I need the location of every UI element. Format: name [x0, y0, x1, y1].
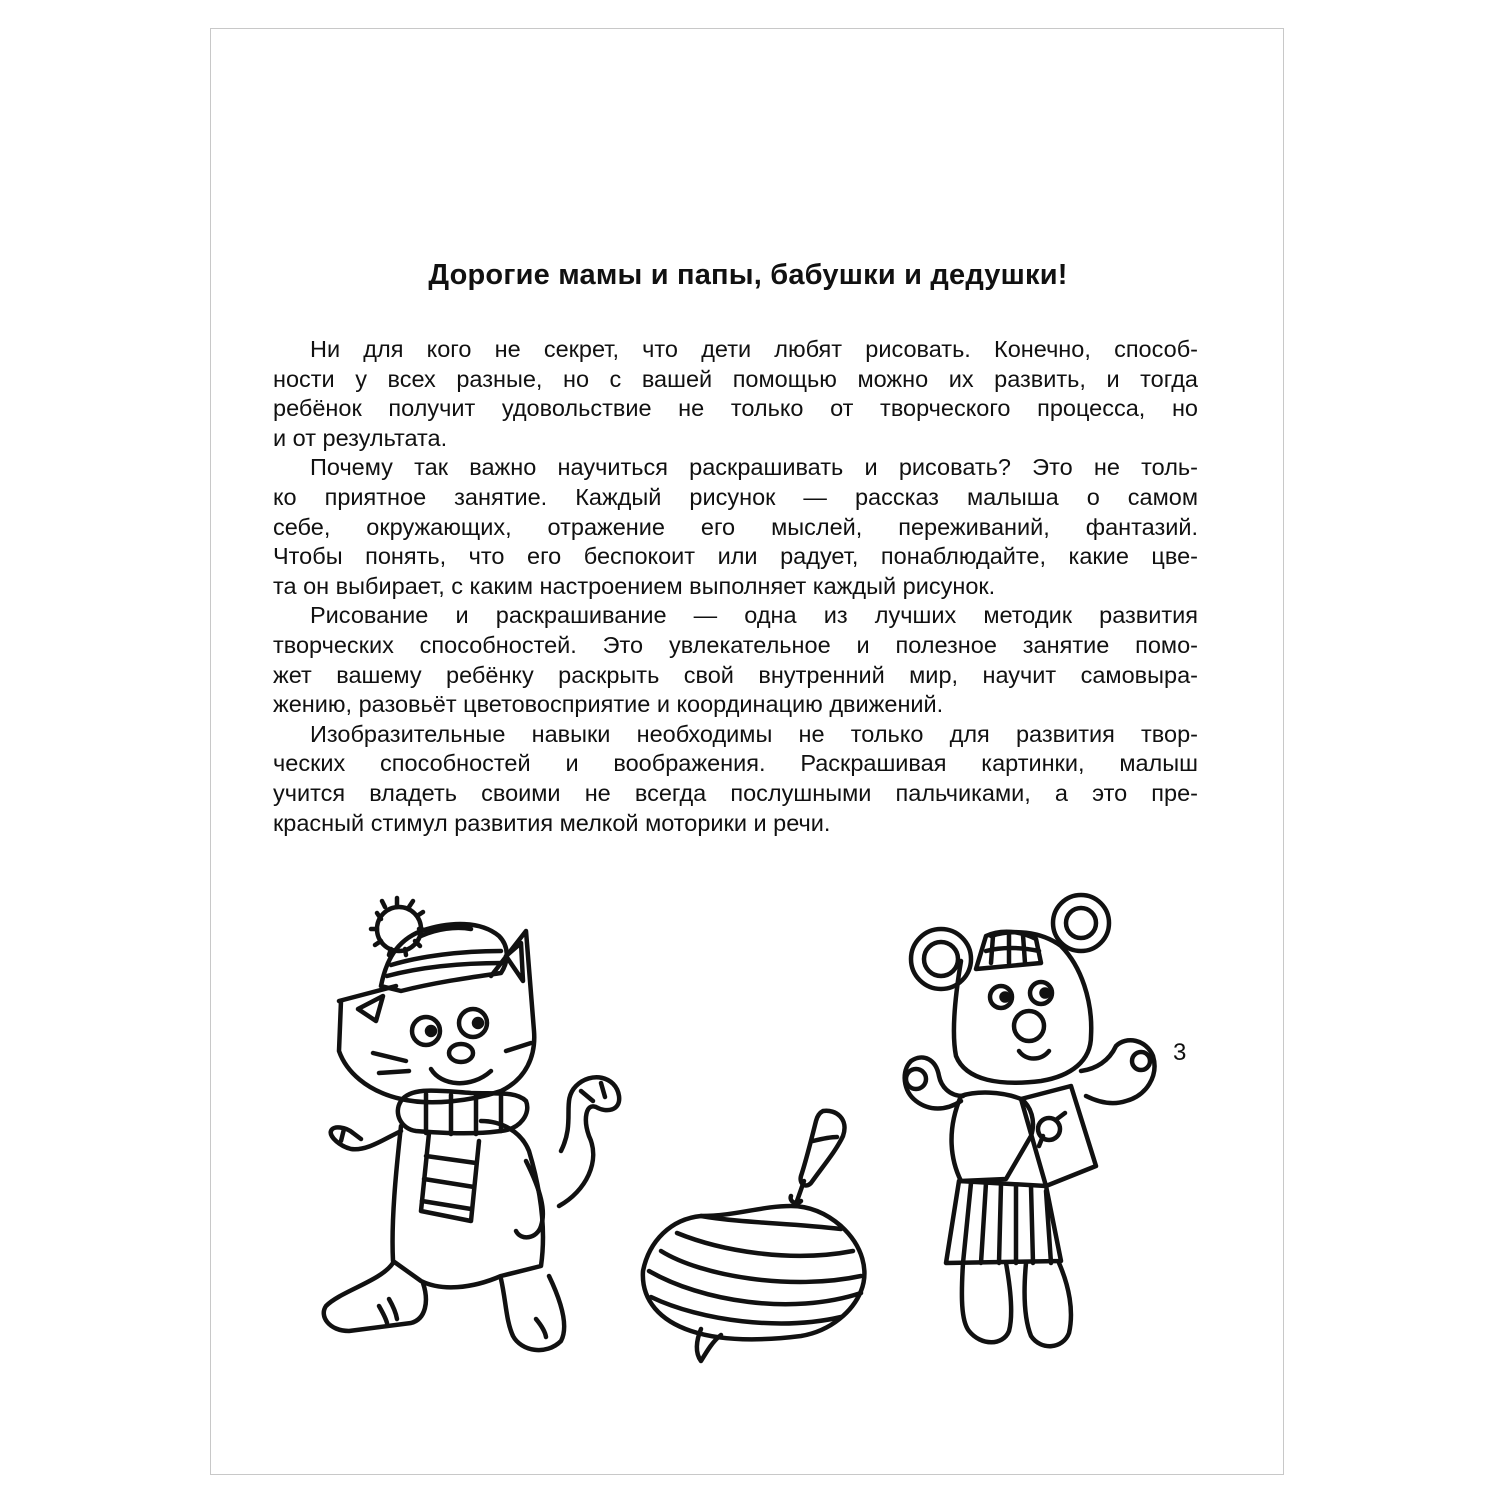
paragraph	[273, 601, 1198, 719]
cat-left-ear	[339, 986, 396, 1001]
bear-right-arm	[1081, 1040, 1154, 1103]
cat-hat-pompom	[377, 907, 421, 951]
cat-left-eye	[412, 1017, 440, 1045]
cat-hat	[381, 924, 507, 991]
text-line: ребёнок получит удовольствие не только от творческого процесса, но	[273, 395, 1198, 422]
text-line: себе, окружающих, отражение его мыслей, переживаний, фантазий.	[273, 513, 1198, 540]
bear-hair	[976, 932, 1041, 969]
text-line: жет вашему ребёнку раскрыть свой внутренний мир, научит самовыра-	[273, 661, 1198, 688]
text-line: и от результата.	[273, 424, 448, 451]
bear-illustration	[905, 895, 1155, 1346]
cat-scarf	[398, 1091, 527, 1134]
page-title: Дорогие мамы и папы, бабушки и дедушки!	[428, 259, 1068, 291]
bear-left-ear	[911, 929, 971, 989]
cat-right-boot	[501, 1276, 564, 1350]
top-handle	[801, 1111, 845, 1186]
top-body	[643, 1206, 865, 1339]
cat-body	[393, 1121, 543, 1287]
page-number: 3	[1173, 1039, 1187, 1066]
bear-mouth	[1019, 1051, 1049, 1059]
paragraph	[273, 720, 1198, 838]
paragraph	[273, 453, 1198, 601]
cat-tail	[559, 1077, 619, 1206]
text-line: творческих способностей. Это увлекательное и полезное занятие помо-	[273, 631, 1198, 658]
bear-right-ear	[1053, 895, 1109, 951]
paragraph	[273, 335, 1198, 453]
text-line: Изобразительные навыки необходимы не только для развития твор-	[310, 720, 1198, 747]
bear-left-eye	[990, 986, 1012, 1008]
cat-head	[339, 931, 534, 1102]
text-line: ко приятное занятие. Каждый рисунок — рассказ малыша о самом	[273, 483, 1198, 510]
top-tip	[697, 1329, 721, 1361]
text-line: Ни для кого не секрет, что дети любят рисовать. Конечно, способ-	[310, 336, 1198, 362]
text-line: учится владеть своими не всегда послушными пальчиками, а это пре-	[273, 779, 1198, 806]
text-line: ности у всех разные, но с вашей помощью можно их развить, и тогда	[273, 365, 1198, 392]
text-line: ческих способностей и воображения. Раскрашивая картинки, малыш	[273, 750, 1198, 777]
bear-shirt-flap	[1021, 1086, 1096, 1186]
text-line: жению, разовьёт цветовосприятие и координацию движений.	[273, 691, 944, 718]
spinning-top-illustration	[643, 1111, 865, 1361]
text-line: Рисование и раскрашивание — одна из лучших методик развития	[310, 602, 1198, 629]
text-line: Почему так важно научиться раскрашивать и рисовать? Это не толь-	[310, 454, 1198, 481]
bear-right-eye	[1030, 982, 1052, 1004]
cat-left-boot	[324, 1263, 426, 1331]
cat-nose	[449, 1044, 473, 1062]
bear-skirt	[946, 1181, 1061, 1263]
cat-left-arm	[331, 1127, 401, 1149]
cat-illustration	[324, 898, 619, 1350]
bear-nose	[1014, 1011, 1044, 1041]
bear-head	[954, 932, 1091, 1083]
cat-mouth	[431, 1069, 491, 1083]
text-line: та он выбирает, с каким настроением выполняет каждый рисунок.	[273, 572, 996, 599]
cat-right-eye	[459, 1009, 487, 1037]
bear-left-leg	[962, 1263, 1011, 1342]
cat-right-arm	[516, 1161, 543, 1237]
bear-shirt	[952, 1093, 1033, 1181]
cat-right-ear	[506, 943, 523, 981]
text-line: Чтобы понять, что его беспокоит или радует, понаблюдайте, какие цве-	[273, 543, 1198, 570]
book-page	[210, 28, 1284, 1475]
text-line: красный стимул развития мелкой моторики и речи.	[273, 809, 831, 836]
bear-right-leg	[1025, 1263, 1071, 1346]
bear-left-arm	[905, 1057, 963, 1108]
body-text	[273, 335, 1198, 838]
